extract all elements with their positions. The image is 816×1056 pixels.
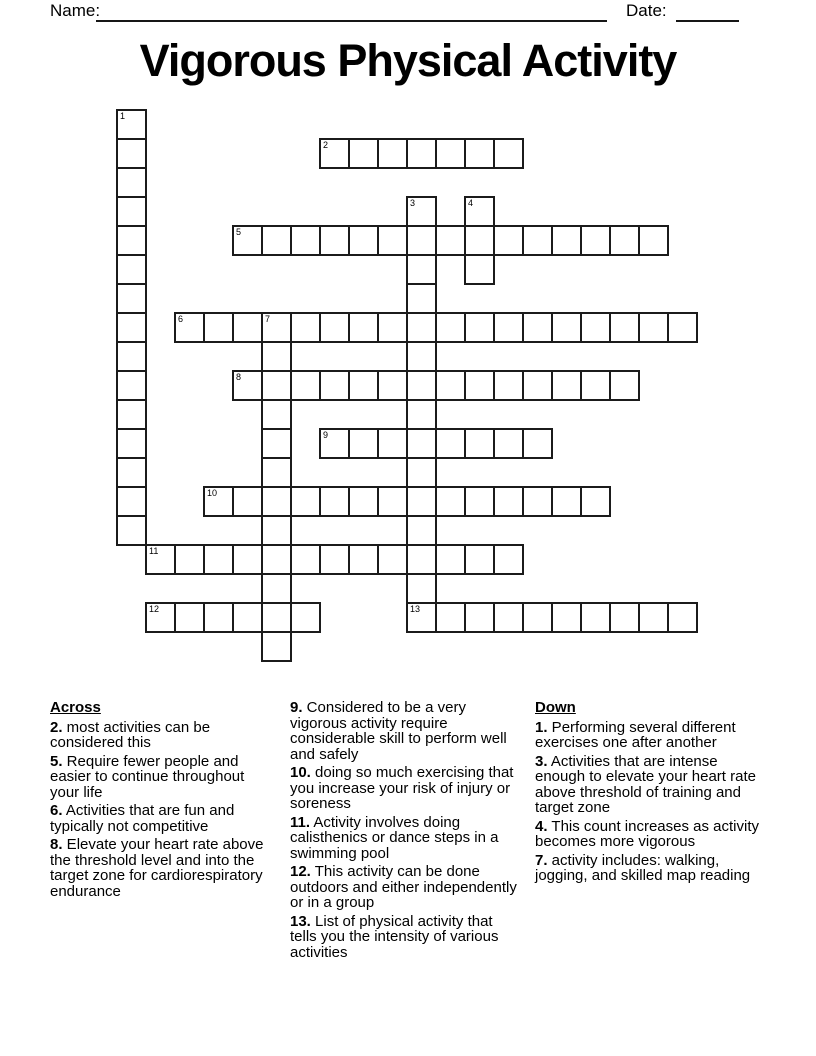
clue-number: 11.	[290, 813, 311, 831]
grid-cell[interactable]	[493, 486, 524, 517]
grid-cell[interactable]	[435, 138, 466, 169]
grid-cell[interactable]	[406, 457, 437, 488]
grid-cell[interactable]	[232, 225, 263, 256]
grid-cell[interactable]	[261, 486, 292, 517]
grid-cell[interactable]	[638, 602, 669, 633]
grid-cell[interactable]	[116, 399, 147, 430]
grid-cell[interactable]	[464, 225, 495, 256]
grid-cell[interactable]	[261, 573, 292, 604]
grid-cell[interactable]	[580, 486, 611, 517]
grid-cell[interactable]	[377, 370, 408, 401]
grid-cell[interactable]	[377, 138, 408, 169]
clues-section	[50, 700, 767, 963]
grid-cell[interactable]	[493, 428, 524, 459]
grid-cell[interactable]	[551, 312, 582, 343]
grid-cell[interactable]	[493, 602, 524, 633]
grid-cell[interactable]	[609, 602, 640, 633]
grid-cell[interactable]	[464, 486, 495, 517]
clue-number: 10.	[290, 764, 311, 781]
grid-cell[interactable]	[290, 486, 321, 517]
clue: 12. This activity can be done outdoors and either independently or in a group	[290, 863, 517, 911]
grid-cell[interactable]	[464, 138, 495, 169]
grid-cell[interactable]	[348, 312, 379, 343]
cell-number: 12	[149, 604, 160, 614]
grid-cell[interactable]	[348, 225, 379, 256]
clue: 6. Activities that are fun and typically not competitive	[50, 802, 235, 835]
grid-cell[interactable]	[319, 370, 350, 401]
grid-cell[interactable]	[435, 602, 466, 633]
cell-number: 2	[323, 140, 329, 150]
grid-cell[interactable]	[261, 428, 292, 459]
clue: 8. Elevate your heart rate above the threshold level and into the target zone for cardiorespiratory endurance	[50, 836, 264, 900]
date-label: Date:	[626, 1, 667, 20]
grid-cell[interactable]	[261, 457, 292, 488]
grid-cell[interactable]	[406, 312, 437, 343]
grid-cell[interactable]	[551, 225, 582, 256]
clue-number: 7.	[535, 851, 548, 869]
grid-cell[interactable]	[261, 399, 292, 430]
grid-cell[interactable]	[551, 602, 582, 633]
grid-cell[interactable]	[493, 544, 524, 575]
grid-cell[interactable]	[174, 312, 205, 343]
grid-cell[interactable]	[232, 602, 263, 633]
cell-number: 3	[410, 198, 416, 208]
cell-number: 1	[120, 111, 126, 121]
grid-cell[interactable]	[319, 544, 350, 575]
grid-cell[interactable]	[464, 428, 495, 459]
grid-cell[interactable]	[232, 544, 263, 575]
grid-cell[interactable]	[377, 486, 408, 517]
clue-number: 3.	[535, 752, 548, 770]
clue: 10. doing so much exercising that you increase your risk of injury or soreness	[290, 764, 514, 812]
grid-cell[interactable]	[145, 602, 176, 633]
grid-cell[interactable]	[667, 602, 698, 633]
clues-column-3	[535, 700, 767, 887]
grid-cell[interactable]	[116, 457, 147, 488]
grid-cell[interactable]	[406, 515, 437, 546]
grid-cell[interactable]	[406, 254, 437, 285]
grid-cell[interactable]	[406, 370, 437, 401]
grid-cell[interactable]	[522, 312, 553, 343]
grid-cell[interactable]	[203, 544, 234, 575]
grid-cell[interactable]	[522, 428, 553, 459]
grid-cell[interactable]	[116, 196, 147, 227]
grid-cell[interactable]	[406, 486, 437, 517]
grid-cell[interactable]	[261, 312, 292, 343]
clue: 11. Activity involves doing calisthenics or dance steps in a swimming pool	[290, 813, 499, 862]
grid-cell[interactable]	[174, 602, 205, 633]
grid-cell[interactable]	[551, 370, 582, 401]
grid-cell[interactable]	[609, 312, 640, 343]
clue-number: 12.	[290, 863, 311, 880]
cell-number: 9	[323, 430, 329, 440]
grid-cell[interactable]	[232, 486, 263, 517]
grid-cell[interactable]	[522, 225, 553, 256]
grid-cell[interactable]	[348, 428, 379, 459]
clue: 3. Activities that are intense enough to elevate your heart rate above threshold of training and target zone	[535, 752, 756, 816]
grid-cell[interactable]	[406, 341, 437, 372]
grid-cell[interactable]	[551, 486, 582, 517]
grid-cell[interactable]	[638, 312, 669, 343]
grid-cell[interactable]	[261, 225, 292, 256]
grid-cell[interactable]	[116, 283, 147, 314]
grid-cell[interactable]	[116, 312, 147, 343]
grid-cell[interactable]	[290, 225, 321, 256]
clue-number: 5.	[50, 752, 63, 770]
grid-cell[interactable]	[116, 515, 147, 546]
clue-number: 1.	[535, 718, 548, 736]
grid-cell[interactable]	[609, 225, 640, 256]
grid-cell[interactable]	[232, 312, 263, 343]
grid-cell[interactable]	[261, 515, 292, 546]
grid-cell[interactable]	[435, 370, 466, 401]
grid-cell[interactable]	[261, 544, 292, 575]
clue-number: 13.	[290, 912, 311, 930]
cell-number: 6	[178, 314, 184, 324]
grid-cell[interactable]	[493, 370, 524, 401]
grid-cell[interactable]	[290, 312, 321, 343]
grid-cell[interactable]	[435, 312, 466, 343]
grid-cell[interactable]	[464, 312, 495, 343]
grid-cell[interactable]	[116, 109, 147, 140]
grid-cell[interactable]	[145, 544, 176, 575]
grid-cell[interactable]	[667, 312, 698, 343]
date-fill-line	[676, 2, 739, 22]
clues-column-2	[290, 700, 517, 963]
clues-column-1	[50, 700, 272, 902]
cell-number: 8	[236, 372, 242, 382]
grid-cell[interactable]	[464, 254, 495, 285]
grid-cell[interactable]	[580, 312, 611, 343]
grid-cell[interactable]	[116, 428, 147, 459]
grid-cell[interactable]	[609, 370, 640, 401]
grid-cell[interactable]	[116, 486, 147, 517]
grid-cell[interactable]	[377, 225, 408, 256]
grid-cell[interactable]	[203, 312, 234, 343]
grid-cell[interactable]	[435, 428, 466, 459]
grid-cell[interactable]	[348, 486, 379, 517]
clue: 1. Performing several different exercises one after another	[535, 718, 736, 751]
clue: 4. This count increases as activity becomes more vigorous	[535, 817, 759, 850]
grid-cell[interactable]	[348, 370, 379, 401]
grid-cell[interactable]	[435, 544, 466, 575]
clue-number: 9.	[290, 699, 303, 716]
grid-cell[interactable]	[580, 370, 611, 401]
grid-cell[interactable]	[435, 486, 466, 517]
name-label: Name:	[50, 1, 101, 20]
grid-cell[interactable]	[348, 544, 379, 575]
grid-cell[interactable]	[406, 399, 437, 430]
grid-cell[interactable]	[377, 544, 408, 575]
clue: 7. activity includes: walking, jogging, and skilled map reading	[535, 851, 751, 884]
grid-cell[interactable]	[116, 254, 147, 285]
grid-cell[interactable]	[116, 138, 147, 169]
page-title: Vigorous Physical Activity	[139, 35, 677, 86]
grid-cell[interactable]	[116, 370, 147, 401]
clue-number: 6.	[50, 802, 63, 819]
grid-cell[interactable]	[203, 486, 234, 517]
grid-cell[interactable]	[435, 225, 466, 256]
crossword-grid	[117, 110, 699, 663]
grid-cell[interactable]	[319, 312, 350, 343]
grid-cell[interactable]	[116, 225, 147, 256]
across-heading: Across	[50, 699, 101, 716]
grid-cell[interactable]	[493, 312, 524, 343]
clue-number: 2.	[50, 718, 63, 736]
grid-cell[interactable]	[406, 544, 437, 575]
grid-cell[interactable]	[319, 486, 350, 517]
grid-cell[interactable]	[522, 486, 553, 517]
grid-cell[interactable]	[319, 428, 350, 459]
cell-number: 10	[207, 488, 218, 498]
grid-cell[interactable]	[174, 544, 205, 575]
clue: 13. List of physical activity that tells you the intensity of various activities	[290, 912, 499, 961]
cell-number: 7	[265, 314, 271, 324]
grid-cell[interactable]	[493, 138, 524, 169]
grid-cell[interactable]	[406, 602, 437, 633]
down-heading: Down	[535, 699, 576, 716]
grid-cell[interactable]	[464, 370, 495, 401]
grid-cell[interactable]	[203, 602, 234, 633]
grid-cell[interactable]	[522, 370, 553, 401]
grid-cell[interactable]	[377, 428, 408, 459]
cell-number: 5	[236, 227, 242, 237]
grid-cell[interactable]	[406, 225, 437, 256]
grid-cell[interactable]	[580, 225, 611, 256]
grid-cell[interactable]	[261, 370, 292, 401]
clue-number: 4.	[535, 817, 548, 835]
grid-cell[interactable]	[493, 225, 524, 256]
grid-cell[interactable]	[116, 341, 147, 372]
grid-cell[interactable]	[406, 573, 437, 604]
grid-cell[interactable]	[406, 196, 437, 227]
grid-cell[interactable]	[464, 544, 495, 575]
grid-cell[interactable]	[464, 196, 495, 227]
grid-cell[interactable]	[290, 370, 321, 401]
grid-cell[interactable]	[638, 225, 669, 256]
grid-cell[interactable]	[290, 544, 321, 575]
grid-cell[interactable]	[348, 138, 379, 169]
grid-cell[interactable]	[261, 602, 292, 633]
cell-number: 11	[149, 546, 159, 556]
grid-cell[interactable]	[580, 602, 611, 633]
cell-number: 4	[468, 198, 474, 208]
clue: 2. most activities can be considered this	[50, 718, 211, 751]
cell-number: 13	[410, 604, 421, 614]
name-fill-line	[96, 2, 607, 22]
grid-cell[interactable]	[406, 428, 437, 459]
clue-number: 8.	[50, 836, 63, 853]
grid-cell[interactable]	[406, 283, 437, 314]
grid-cell[interactable]	[522, 602, 553, 633]
grid-cell[interactable]	[377, 312, 408, 343]
grid-cell[interactable]	[319, 138, 350, 169]
clue: 5. Require fewer people and easier to continue throughout your life	[50, 752, 245, 801]
grid-cell[interactable]	[232, 370, 263, 401]
grid-cell[interactable]	[464, 602, 495, 633]
grid-cell[interactable]	[290, 602, 321, 633]
grid-cell[interactable]	[116, 167, 147, 198]
grid-cell[interactable]	[406, 138, 437, 169]
clue: 9. Considered to be a very vigorous activity require considerable skill to perform well and safely	[290, 699, 507, 763]
grid-cell[interactable]	[261, 341, 292, 372]
grid-cell[interactable]	[319, 225, 350, 256]
grid-cell[interactable]	[261, 631, 292, 662]
